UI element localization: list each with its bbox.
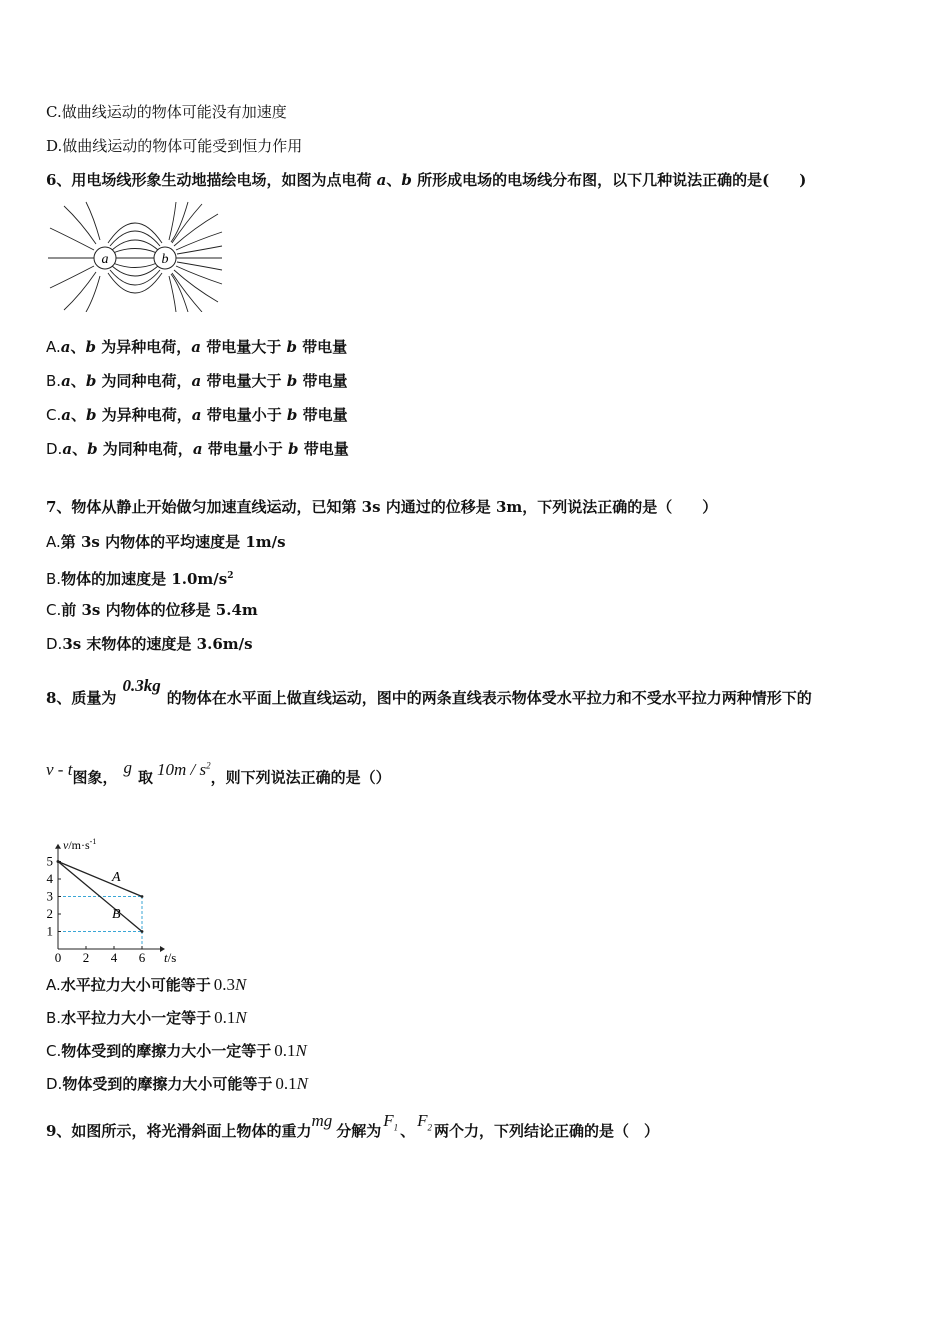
option-text: 物体的加速度是 1.0m/s (61, 570, 228, 588)
q8-option-d[interactable] (46, 1074, 308, 1094)
option-value: 0.1 (274, 1041, 296, 1060)
option-text: 物体受到的摩擦力大小一定等于 (61, 1042, 272, 1060)
option-unit: N (235, 975, 247, 994)
option-value: 0.3 (213, 975, 236, 994)
option-prefix: A. (46, 533, 61, 551)
q6-stem: 6、用电场线形象生动地描绘电场，如图为点电荷 a、b 所形成电场的电场线分布图，以下几种说法正确的是( ) (46, 171, 807, 189)
option-text: 前 3s 内物体的位移是 5.4m (61, 601, 258, 619)
y-tick-label: 2 (46, 906, 53, 921)
g-value: 10m / s (156, 759, 207, 779)
series-label-b: B (112, 907, 121, 923)
g-symbol: g (123, 757, 132, 777)
option-text: a、b 为同种电荷，a 带电量小于 b 带电量 (62, 440, 349, 458)
option-prefix: C. (46, 1042, 62, 1060)
q6-option-d[interactable] (46, 439, 349, 459)
x-tick-label: 2 (82, 950, 90, 964)
q8-stem-line1: 8、质量为0.3kg的物体在水平面上做直线运动，图中的两条直线表示物体受水平拉力和不受水平拉力两种情形下的 (46, 676, 812, 707)
series-line-a (58, 862, 142, 897)
y-tick-label: 3 (46, 888, 53, 904)
series-point-a (141, 895, 144, 898)
option-unit: N (235, 1008, 247, 1027)
option-prefix: D. (46, 1075, 63, 1093)
option-text: a、b 为异种电荷，a 带电量小于 b 带电量 (61, 406, 348, 424)
x-tick-label: 4 (110, 950, 118, 964)
q5-option-d: D.做曲线运动的物体可能受到恒力作用 (46, 137, 303, 155)
option-text: a、b 为同种电荷，a 带电量大于 b 带电量 (61, 372, 348, 390)
option-unit: N (296, 1074, 308, 1093)
q6-option-a[interactable] (46, 337, 347, 357)
option-prefix: B. (46, 372, 62, 390)
q8-option-c[interactable] (46, 1041, 307, 1061)
q8-option-b[interactable] (46, 1008, 247, 1028)
y-tick-label: 1 (46, 923, 53, 939)
q9-stem: 9、如图所示，将光滑斜面上物体的重力mg分解为$F_1$ 、$F_2$ 两个力，下列结论正确的是（ ） (46, 1111, 660, 1140)
charge-a-label: a (101, 252, 109, 267)
mg-symbol: mg (311, 1111, 333, 1130)
q7-stem: 7、物体从静止开始做匀加速直线运动，已知第 3s 内通过的位移是 3m，下列说法正确的是（ ） (46, 498, 718, 516)
series-point-b (57, 860, 60, 863)
series-label-a: A (112, 869, 121, 885)
q7-option-a[interactable] (46, 532, 286, 552)
q6-option-b[interactable] (46, 371, 347, 391)
option-text: 第 3s 内物体的平均速度是 1m/s (60, 533, 286, 551)
q8-option-a[interactable] (46, 975, 246, 995)
x-tick-label: 0 (54, 950, 62, 964)
option-prefix: D. (46, 635, 63, 653)
q8-stem-line2: v - t图象，g取 $10m / s^2$，则下列说法正确的是（） (46, 757, 391, 787)
option-unit: N (295, 1041, 307, 1060)
series-point-b (141, 930, 144, 933)
option-text: a、b 为异种电荷，a 带电量大于 b 带电量 (60, 338, 348, 356)
q7-option-d[interactable] (46, 634, 253, 654)
q7-option-c[interactable] (46, 600, 258, 620)
option-text: 水平拉力大小可能等于 (60, 976, 211, 994)
q5-option-c: C.做曲线运动的物体可能没有加速度 (46, 103, 287, 121)
option-prefix: C. (46, 601, 62, 619)
electric-field-figure (46, 200, 226, 312)
option-prefix: D. (46, 440, 63, 458)
x-tick-label: 6 (138, 950, 146, 964)
y-tick-label: 4 (46, 871, 53, 886)
option-prefix: A. (46, 976, 61, 994)
option-text: 3s 末物体的速度是 3.6m/s (62, 635, 253, 653)
q7-option-b[interactable] (46, 566, 233, 589)
option-prefix: A. (46, 338, 61, 356)
vt-symbol: v - t (46, 759, 73, 779)
option-value: 0.1 (214, 1008, 236, 1027)
option-value: 0.1 (275, 1074, 297, 1093)
option-prefix: B. (46, 570, 62, 588)
vt-chart (40, 812, 200, 964)
y-tick-label: 5 (46, 853, 53, 869)
option-superscript: 2 (227, 571, 234, 581)
option-prefix: C. (46, 406, 62, 424)
option-prefix: B. (46, 1009, 62, 1027)
mass-value: 0.3kg (122, 676, 161, 695)
x-axis-label: t/s (164, 950, 177, 964)
y-axis-arrow (55, 844, 61, 849)
y-axis-label: $v/m\cdot s^{-1}$ (63, 836, 97, 852)
charge-b-label: b (161, 252, 169, 267)
option-text: 物体受到的摩擦力大小可能等于 (62, 1075, 273, 1093)
q6-option-c[interactable] (46, 405, 348, 425)
option-text: 水平拉力大小一定等于 (61, 1009, 212, 1027)
